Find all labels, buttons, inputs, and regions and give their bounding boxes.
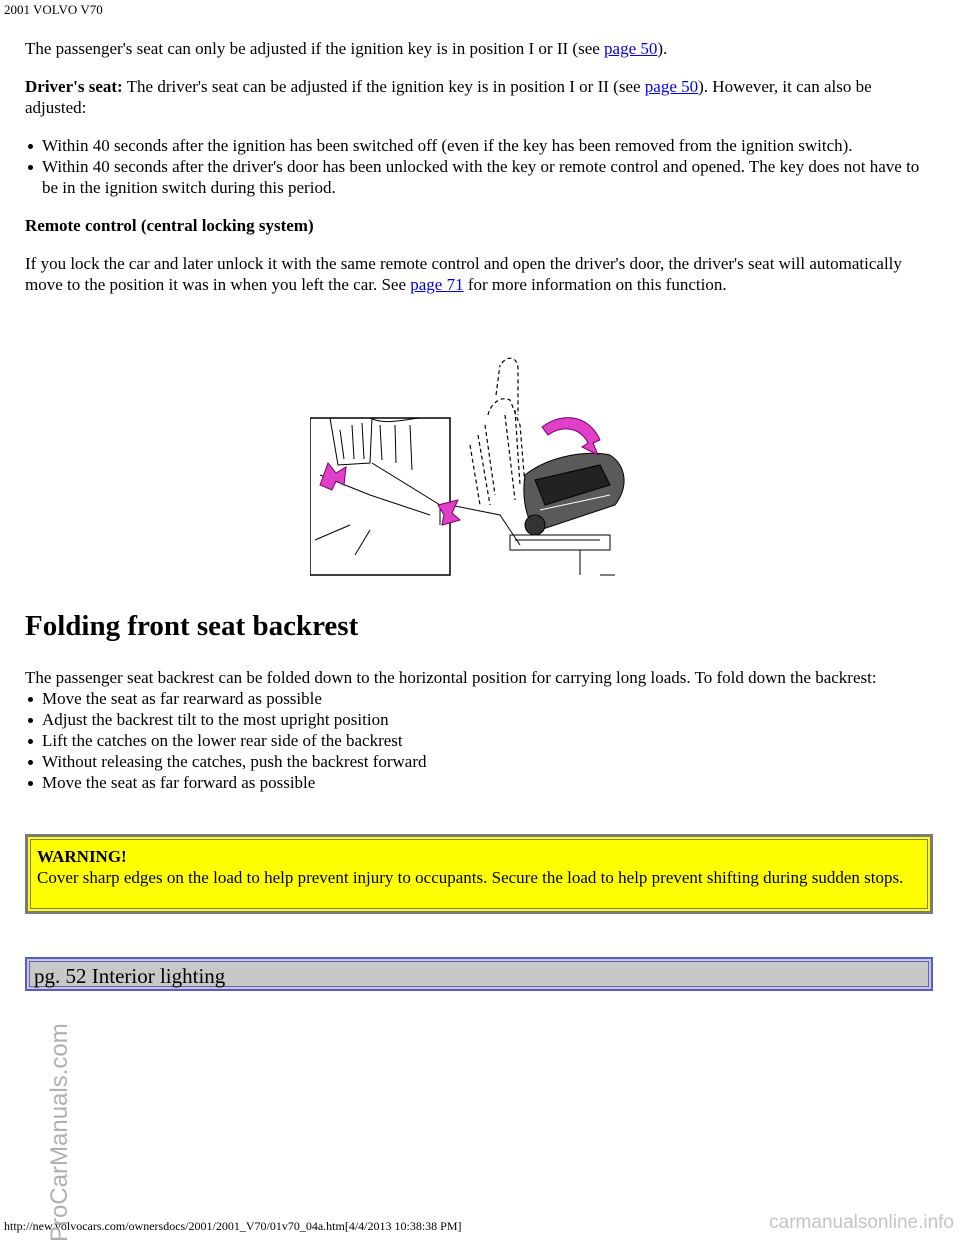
driver-text-end: ). However, it can also be adjusted:: [25, 77, 872, 117]
remote-text: If you lock the car and later unlock it with the same remote control and open the driver's door, the driver's seat will automatically move to the position it was in when you left the car. See: [25, 254, 902, 294]
driver-bullet-list: [25, 135, 937, 198]
main-content: [25, 38, 937, 295]
list-item-text: Within 40 seconds after the driver's door has been unlocked with the key or remote control and opened. The key does not have to be in the ignition switch during this period.: [42, 157, 920, 197]
fold-instructions: [25, 667, 937, 793]
warning-text: Cover sharp edges on the load to help prevent injury to occupants. Secure the load to help prevent shifting during sudden stops.: [37, 868, 904, 887]
page-header: 2001 VOLVO V70: [4, 2, 103, 17]
passenger-paragraph: [25, 38, 937, 59]
list-item: [25, 730, 937, 751]
watermark-right: carmanualsonline.info: [769, 1212, 954, 1233]
next-page-link[interactable]: [25, 957, 933, 991]
driver-label: Driver's seat:: [25, 77, 123, 96]
page-50-link-2[interactable]: page 50: [644, 77, 699, 96]
driver-text: The driver's seat can be adjusted if the ignition key is in position I or II (see: [122, 77, 645, 96]
section-title: Folding front seat backrest: [25, 610, 359, 642]
seat-folding-illustration: [310, 355, 635, 585]
list-item: [25, 751, 937, 772]
warning-title: WARNING!: [37, 847, 127, 866]
passenger-text-end: ).: [657, 39, 668, 58]
list-item: [25, 772, 937, 793]
remote-heading: [25, 215, 937, 236]
remote-text-end: for more information on this function.: [463, 275, 727, 294]
seat-illustration-svg: [310, 355, 635, 585]
list-item: [25, 688, 937, 709]
remote-paragraph: [25, 253, 937, 295]
list-item-text: Lift the catches on the lower rear side of the backrest: [42, 731, 403, 750]
steps-list: [25, 688, 937, 793]
list-item-text: Within 40 seconds after the ignition has been switched off (even if the key has been removed from the ignition switch).: [42, 136, 853, 155]
warning-box: [25, 834, 933, 914]
page-50-link[interactable]: page 50: [604, 39, 658, 58]
passenger-text: The passenger's seat can only be adjusted if the ignition key is in position I or II (see: [25, 39, 605, 58]
warning-inner: [30, 839, 928, 909]
intro-paragraph: The passenger seat backrest can be folded down to the horizontal position for carrying long loads. To fold down the backrest:: [25, 668, 877, 687]
list-item-text: Adjust the backrest tilt to the most upright position: [42, 710, 389, 729]
list-item: [25, 135, 937, 156]
list-item-text: Move the seat as far forward as possible: [42, 773, 316, 792]
next-page-label: pg. 52 Interior lighting: [29, 961, 929, 987]
page-footer: http://new.volvocars.com/ownersdocs/2001/2001_V70/01v70_04a.htm[4/4/2013 10:38:38 PM]: [4, 1219, 462, 1233]
page-71-link[interactable]: page 71: [410, 275, 464, 294]
driver-paragraph: [25, 76, 937, 118]
list-item-text: Without releasing the catches, push the backrest forward: [42, 752, 427, 771]
list-item-text: Move the seat as far rearward as possible: [42, 689, 322, 708]
list-item: [25, 156, 937, 198]
list-item: [25, 709, 937, 730]
watermark-left: ProCarManuals.com: [46, 1023, 73, 1242]
remote-heading-text: Remote control (central locking system): [25, 216, 314, 235]
